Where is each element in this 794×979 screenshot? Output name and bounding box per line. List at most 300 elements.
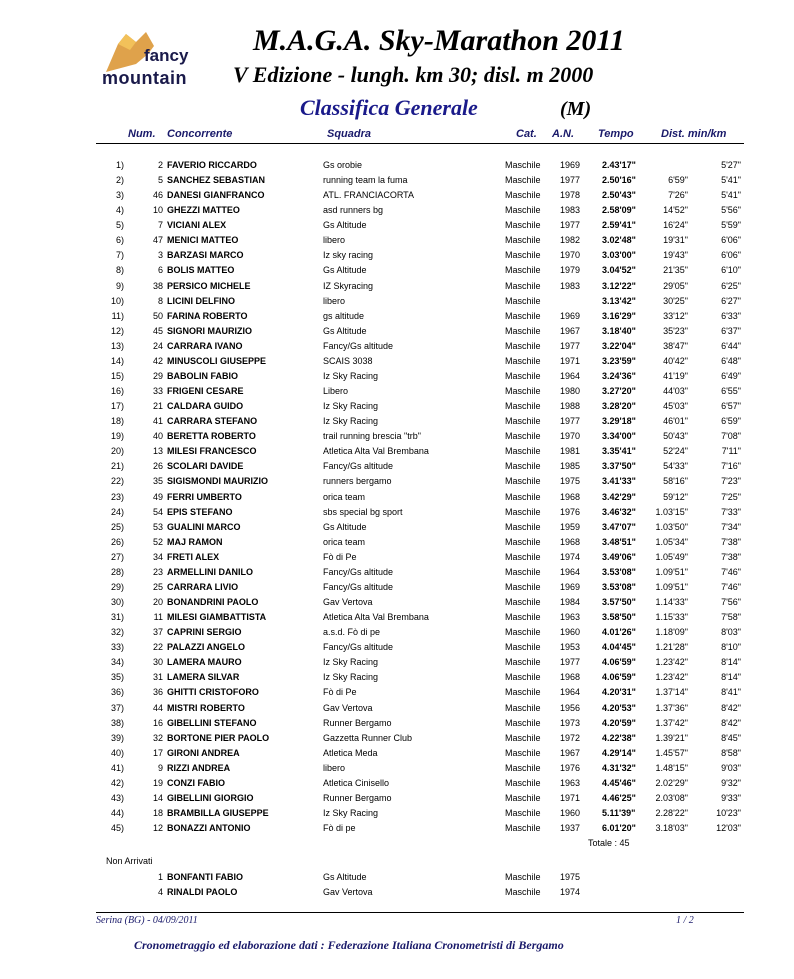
birth-year: 1959 xyxy=(560,521,581,532)
pace: 9'03" xyxy=(721,762,741,773)
position: 33) xyxy=(110,642,124,653)
category-label: (M) xyxy=(560,98,592,120)
finish-time: 2.43'17" xyxy=(602,160,636,170)
pace: 6'33" xyxy=(721,310,741,321)
team-name: Gav Vertova xyxy=(323,887,373,897)
bib-number: 25 xyxy=(152,581,163,592)
birth-year: 1988 xyxy=(560,401,581,412)
gap: 29'05" xyxy=(663,280,688,291)
table-row xyxy=(0,371,794,386)
table-row xyxy=(0,265,794,280)
category: Maschile xyxy=(505,627,541,638)
table-row xyxy=(0,401,794,416)
competitor-name: FRIGENI CESARE xyxy=(167,386,244,397)
category: Maschile xyxy=(505,732,541,743)
competitor-name: SIGNORI MAURIZIO xyxy=(167,325,252,336)
pace: 7'16" xyxy=(721,461,741,472)
team-name: IZ Skyracing xyxy=(323,280,374,291)
table-row xyxy=(0,476,794,491)
bib-number: 18 xyxy=(152,808,163,818)
table-row xyxy=(0,552,794,567)
category: Maschile xyxy=(505,566,541,577)
finish-time: 4.22'38" xyxy=(602,732,636,743)
birth-year: 1969 xyxy=(560,581,581,592)
gap: 14'52" xyxy=(663,205,688,216)
position: 31) xyxy=(110,612,124,623)
birth-year: 1964 xyxy=(560,566,581,577)
non-arrivati-label: Non Arrivati xyxy=(106,856,153,866)
category: Maschile xyxy=(505,386,541,397)
position: 1) xyxy=(115,160,124,170)
table-row xyxy=(0,296,794,311)
gap: 7'26" xyxy=(668,190,688,201)
gap: 59'12" xyxy=(663,491,688,502)
category: Maschile xyxy=(505,235,541,246)
category: Maschile xyxy=(505,597,541,608)
table-row xyxy=(0,567,794,582)
classifica-heading: Classifica Generale xyxy=(300,95,478,120)
gap: 41'19" xyxy=(663,370,688,381)
finish-time: 3.42'29" xyxy=(602,491,636,502)
position: 19) xyxy=(110,431,124,442)
bib-number: 35 xyxy=(152,476,163,487)
table-row xyxy=(0,356,794,371)
position: 40) xyxy=(110,747,124,758)
pace: 5'41" xyxy=(721,190,741,201)
gap: 40'42" xyxy=(663,355,688,366)
gap: 1.39'21" xyxy=(655,732,688,743)
finish-time: 4.45'46" xyxy=(602,777,636,788)
category: Maschile xyxy=(505,401,541,412)
bib-number: 37 xyxy=(152,627,163,638)
position: 2) xyxy=(115,175,124,186)
competitor-name: MENICI MATTEO xyxy=(167,235,239,246)
team-name: Fancy/Gs altitude xyxy=(323,566,394,577)
bib-number: 21 xyxy=(152,401,163,412)
category: Maschile xyxy=(505,872,541,882)
table-row xyxy=(0,416,794,431)
category: Maschile xyxy=(505,205,541,216)
finish-time: 3.53'08" xyxy=(602,581,636,592)
team-name: runners bergamo xyxy=(323,476,392,487)
birth-year: 1968 xyxy=(560,536,581,547)
category: Maschile xyxy=(505,717,541,728)
finish-time: 3.34'00" xyxy=(602,431,636,442)
competitor-name: LICINI DELFINO xyxy=(167,295,235,306)
position: 25) xyxy=(110,521,124,532)
table-row xyxy=(0,612,794,627)
col-header-squadra: Squadra xyxy=(327,128,372,140)
bib-number: 53 xyxy=(152,521,163,532)
bib-number: 32 xyxy=(152,732,163,743)
competitor-name: FRETI ALEX xyxy=(167,551,220,562)
table-row xyxy=(0,250,794,265)
competitor-name: SANCHEZ SEBASTIAN xyxy=(167,175,266,186)
position: 6) xyxy=(115,235,124,246)
team-name: Gs Altitude xyxy=(323,872,367,882)
category: Maschile xyxy=(505,355,541,366)
bib-number: 24 xyxy=(152,340,163,351)
position: 11) xyxy=(111,310,124,321)
birth-year: 1984 xyxy=(560,597,581,608)
position: 37) xyxy=(110,702,124,713)
bib-number: 47 xyxy=(152,235,163,246)
competitor-name: BRAMBILLA GIUSEPPE xyxy=(167,808,269,818)
finish-time: 3.46'32" xyxy=(602,506,636,517)
finish-time: 2.58'09" xyxy=(602,205,636,216)
birth-year: 1969 xyxy=(560,310,581,321)
bib-number: 7 xyxy=(157,220,163,231)
competitor-name: LAMERA SILVAR xyxy=(167,672,240,683)
table-row xyxy=(0,537,794,552)
table-row xyxy=(0,687,794,702)
competitor-name: MAJ RAMON xyxy=(167,536,223,547)
position: 39) xyxy=(110,732,124,743)
team-name: Fò di Pe xyxy=(323,551,357,562)
category: Maschile xyxy=(505,476,541,487)
team-name: running team la fuma xyxy=(323,175,408,186)
team-name: orica team xyxy=(323,491,366,502)
bib-number: 9 xyxy=(157,762,163,773)
position: 12) xyxy=(110,325,124,336)
competitor-name: BABOLIN FABIO xyxy=(167,370,238,381)
category: Maschile xyxy=(505,687,541,698)
birth-year: 1983 xyxy=(560,205,581,216)
pace: 6'06" xyxy=(721,250,741,261)
competitor-name: PALAZZI ANGELO xyxy=(167,642,245,653)
category: Maschile xyxy=(505,325,541,336)
category: Maschile xyxy=(505,762,541,773)
position: 42) xyxy=(110,777,124,788)
gap: 35'23" xyxy=(663,325,688,336)
pace: 7'38" xyxy=(721,536,741,547)
table-row xyxy=(0,341,794,356)
position: 20) xyxy=(110,446,124,457)
birth-year: 1960 xyxy=(560,808,581,818)
bib-number: 4 xyxy=(157,887,163,897)
table-row xyxy=(0,220,794,235)
table-row xyxy=(0,872,794,887)
gap: 1.23'42" xyxy=(655,657,688,668)
table-row xyxy=(0,793,794,808)
bib-number: 40 xyxy=(152,431,163,442)
pace: 5'27" xyxy=(721,160,741,170)
competitor-name: VICIANI ALEX xyxy=(167,220,227,231)
page-number: 1 / 2 xyxy=(676,915,694,926)
gap: 2.02'29" xyxy=(655,777,688,788)
category: Maschile xyxy=(505,250,541,261)
category: Maschile xyxy=(505,431,541,442)
team-name: Gs Altitude xyxy=(323,220,367,231)
position: 15) xyxy=(110,370,124,381)
competitor-name: FAVERIO RICCARDO xyxy=(167,160,257,170)
pace: 8'41" xyxy=(721,687,741,698)
team-name: Atletica Alta Val Brembana xyxy=(323,446,429,457)
finish-time: 4.31'32" xyxy=(602,762,636,773)
team-name: gs altitude xyxy=(323,310,365,321)
birth-year: 1974 xyxy=(560,551,581,562)
team-name: Runner Bergamo xyxy=(323,792,392,803)
team-name: orica team xyxy=(323,536,366,547)
pace: 6'44" xyxy=(721,340,741,351)
pace: 10'23" xyxy=(716,808,741,818)
gap: 2.28'22" xyxy=(655,808,688,818)
gap: 1.09'51" xyxy=(655,581,688,592)
bib-number: 34 xyxy=(152,551,163,562)
competitor-name: EPIS STEFANO xyxy=(167,506,233,517)
table-row xyxy=(0,386,794,401)
gap: 33'12" xyxy=(663,310,688,321)
team-name: libero xyxy=(323,295,346,306)
gap: 44'03" xyxy=(663,386,688,397)
position: 27) xyxy=(110,551,124,562)
team-name: Fancy/Gs altitude xyxy=(323,461,394,472)
finish-time: 3.29'18" xyxy=(602,416,636,427)
position: 45) xyxy=(110,823,124,834)
category: Maschile xyxy=(505,265,541,276)
finish-time: 4.29'14" xyxy=(602,747,636,758)
pace: 6'48" xyxy=(721,355,741,366)
finish-time: 3.53'08" xyxy=(602,566,636,577)
table-row xyxy=(0,627,794,642)
position: 7) xyxy=(115,250,124,261)
pace: 8'58" xyxy=(721,747,741,758)
category: Maschile xyxy=(505,220,541,231)
competitor-name: BOLIS MATTEO xyxy=(167,265,235,276)
team-name: Gs Altitude xyxy=(323,325,367,336)
footer-divider xyxy=(96,912,744,913)
team-name: Gazzetta Runner Club xyxy=(323,732,413,743)
competitor-name: FARINA ROBERTO xyxy=(167,310,248,321)
category: Maschile xyxy=(505,446,541,457)
gap: 1.37'14" xyxy=(655,687,688,698)
birth-year: 1978 xyxy=(560,190,581,201)
col-header-dist: Dist. min/km xyxy=(661,128,727,140)
finish-time: 4.20'59" xyxy=(602,717,636,728)
bib-number: 11 xyxy=(153,612,163,623)
position: 26) xyxy=(110,536,124,547)
table-row xyxy=(0,657,794,672)
team-name: Fò di Pe xyxy=(323,687,357,698)
bib-number: 36 xyxy=(152,687,163,698)
category: Maschile xyxy=(505,521,541,532)
competitor-name: GIRONI ANDREA xyxy=(167,747,240,758)
finish-time: 4.06'59" xyxy=(602,672,636,683)
competitor-name: FERRI UMBERTO xyxy=(167,491,242,502)
competitor-name: CARRARA LIVIO xyxy=(167,581,239,592)
category: Maschile xyxy=(505,280,541,291)
competitor-name: MISTRI ROBERTO xyxy=(167,702,245,713)
table-row xyxy=(0,235,794,250)
pace: 7'58" xyxy=(721,612,741,623)
competitor-name: BERETTA ROBERTO xyxy=(167,431,256,442)
bib-number: 45 xyxy=(152,325,163,336)
table-row xyxy=(0,175,794,190)
pace: 9'33" xyxy=(721,792,741,803)
birth-year: 1977 xyxy=(560,416,581,427)
category: Maschile xyxy=(505,295,541,306)
category: Maschile xyxy=(505,551,541,562)
team-name: Gs orobie xyxy=(323,160,363,170)
category: Maschile xyxy=(505,777,541,788)
col-header-an: A.N. xyxy=(552,128,574,140)
position: 8) xyxy=(115,265,124,276)
category: Maschile xyxy=(505,702,541,713)
birth-year: 1937 xyxy=(560,823,581,834)
finish-time: 2.50'16" xyxy=(602,175,636,186)
team-name: Iz Sky Racing xyxy=(323,657,379,668)
position: 30) xyxy=(110,597,124,608)
table-row xyxy=(0,281,794,296)
competitor-name: SCOLARI DAVIDE xyxy=(167,461,244,472)
table-row xyxy=(0,642,794,657)
position: 28) xyxy=(110,566,124,577)
finish-time: 3.16'29" xyxy=(602,310,636,321)
gap: 6'59" xyxy=(668,175,688,186)
finish-time: 4.04'45" xyxy=(602,642,636,653)
gap: 1.03'15" xyxy=(655,506,688,517)
bib-number: 49 xyxy=(152,491,163,502)
position: 14) xyxy=(110,355,124,366)
pace: 5'56" xyxy=(721,205,741,216)
table-row xyxy=(0,763,794,778)
position: 34) xyxy=(110,657,124,668)
competitor-name: BORTONE PIER PAOLO xyxy=(167,732,270,743)
position: 5) xyxy=(115,220,124,231)
pace: 6'27" xyxy=(721,295,741,306)
finish-time: 4.20'53" xyxy=(602,702,636,713)
table-row xyxy=(0,582,794,597)
birth-year: 1982 xyxy=(560,235,581,246)
competitor-name: CARRARA IVANO xyxy=(167,340,243,351)
position: 43) xyxy=(110,792,124,803)
category: Maschile xyxy=(505,506,541,517)
finish-time: 3.24'36" xyxy=(602,370,636,381)
finish-time: 3.35'41" xyxy=(602,446,636,457)
team-name: sbs special bg sport xyxy=(323,506,403,517)
category: Maschile xyxy=(505,190,541,201)
category: Maschile xyxy=(505,310,541,321)
team-name: a.s.d. Fò di pe xyxy=(323,627,381,638)
bib-number: 12 xyxy=(152,823,163,834)
gap: 19'31" xyxy=(663,235,688,246)
competitor-name: CAPRINI SERGIO xyxy=(167,627,242,638)
position: 38) xyxy=(110,717,124,728)
finish-time: 3.57'50" xyxy=(602,597,636,608)
birth-year: 1977 xyxy=(560,657,581,668)
finish-time: 3.13'42" xyxy=(602,295,636,306)
team-name: Runner Bergamo xyxy=(323,717,392,728)
table-row xyxy=(0,446,794,461)
table-row xyxy=(0,597,794,612)
competitor-name: RINALDI PAOLO xyxy=(167,887,238,897)
birth-year: 1956 xyxy=(560,702,581,713)
category: Maschile xyxy=(505,823,541,834)
bib-number: 52 xyxy=(152,536,163,547)
team-name: Fancy/Gs altitude xyxy=(323,581,394,592)
position: 21) xyxy=(110,461,124,472)
competitor-name: RIZZI ANDREA xyxy=(167,762,231,773)
position: 24) xyxy=(110,506,124,517)
team-name: Fancy/Gs altitude xyxy=(323,340,394,351)
competitor-name: GHITTI CRISTOFORO xyxy=(167,687,259,698)
team-name: trail running brescia "trb" xyxy=(323,431,421,442)
gap: 45'03" xyxy=(663,401,688,412)
bib-number: 22 xyxy=(152,642,163,653)
team-name: Atletica Alta Val Brembana xyxy=(323,612,429,623)
gap: 1.45'57" xyxy=(655,747,688,758)
gap: 1.37'36" xyxy=(655,702,688,713)
fancy-mountain-logo xyxy=(96,24,216,94)
birth-year: 1985 xyxy=(560,461,581,472)
pace: 7'25" xyxy=(721,491,741,502)
birth-year: 1969 xyxy=(560,160,581,170)
category: Maschile xyxy=(505,657,541,668)
birth-year: 1963 xyxy=(560,777,581,788)
table-row xyxy=(0,461,794,476)
category: Maschile xyxy=(505,491,541,502)
gap: 1.05'49" xyxy=(655,551,688,562)
competitor-name: CALDARA GUIDO xyxy=(167,401,244,412)
table-row xyxy=(0,823,794,838)
pace: 6'57" xyxy=(721,401,741,412)
competitor-name: CONZI FABIO xyxy=(167,777,225,788)
team-name: Fancy/Gs altitude xyxy=(323,642,394,653)
finish-time: 3.04'52" xyxy=(602,265,636,276)
gap: 50'43" xyxy=(663,431,688,442)
finish-time: 3.58'50" xyxy=(602,612,636,623)
gap: 30'25" xyxy=(663,295,688,306)
finish-time: 3.22'04" xyxy=(602,340,636,351)
birth-year: 1967 xyxy=(560,325,581,336)
table-row xyxy=(0,703,794,718)
bib-number: 6 xyxy=(157,265,163,276)
finish-time: 4.06'59" xyxy=(602,657,636,668)
birth-year: 1973 xyxy=(560,717,581,728)
timing-credits: Cronometraggio ed elaborazione dati : Federazione Italiana Cronometristi di Bergamo xyxy=(134,938,564,952)
pace: 7'56" xyxy=(721,597,741,608)
birth-year: 1968 xyxy=(560,672,581,683)
pace: 5'41" xyxy=(721,175,741,186)
table-row xyxy=(0,748,794,763)
team-name: Gav Vertova xyxy=(323,597,373,608)
competitor-name: GUALINI MARCO xyxy=(167,521,241,532)
finish-time: 3.27'20" xyxy=(602,386,636,397)
pace: 6'59" xyxy=(721,416,741,427)
bib-number: 31 xyxy=(152,672,163,683)
bib-number: 19 xyxy=(152,777,163,788)
gap: 38'47" xyxy=(663,340,688,351)
finish-time: 3.41'33" xyxy=(602,476,636,487)
team-name: Iz sky racing xyxy=(323,250,374,261)
finish-time: 3.28'20" xyxy=(602,401,636,412)
team-name: Iz Sky Racing xyxy=(323,672,379,683)
birth-year: 1960 xyxy=(560,627,581,638)
col-header-concorrente: Concorrente xyxy=(167,128,233,140)
bib-number: 8 xyxy=(157,295,163,306)
gap: 52'24" xyxy=(663,446,688,457)
pace: 8'14" xyxy=(721,672,741,683)
team-name: Iz Sky Racing xyxy=(323,401,379,412)
finish-time: 3.23'59" xyxy=(602,355,636,366)
competitor-name: DANESI GIANFRANCO xyxy=(167,190,265,201)
finish-time: 3.12'22" xyxy=(602,280,636,291)
table-row xyxy=(0,778,794,793)
bib-number: 38 xyxy=(152,280,163,291)
birth-year: 1967 xyxy=(560,747,581,758)
gap: 1.23'42" xyxy=(655,672,688,683)
category: Maschile xyxy=(505,581,541,592)
